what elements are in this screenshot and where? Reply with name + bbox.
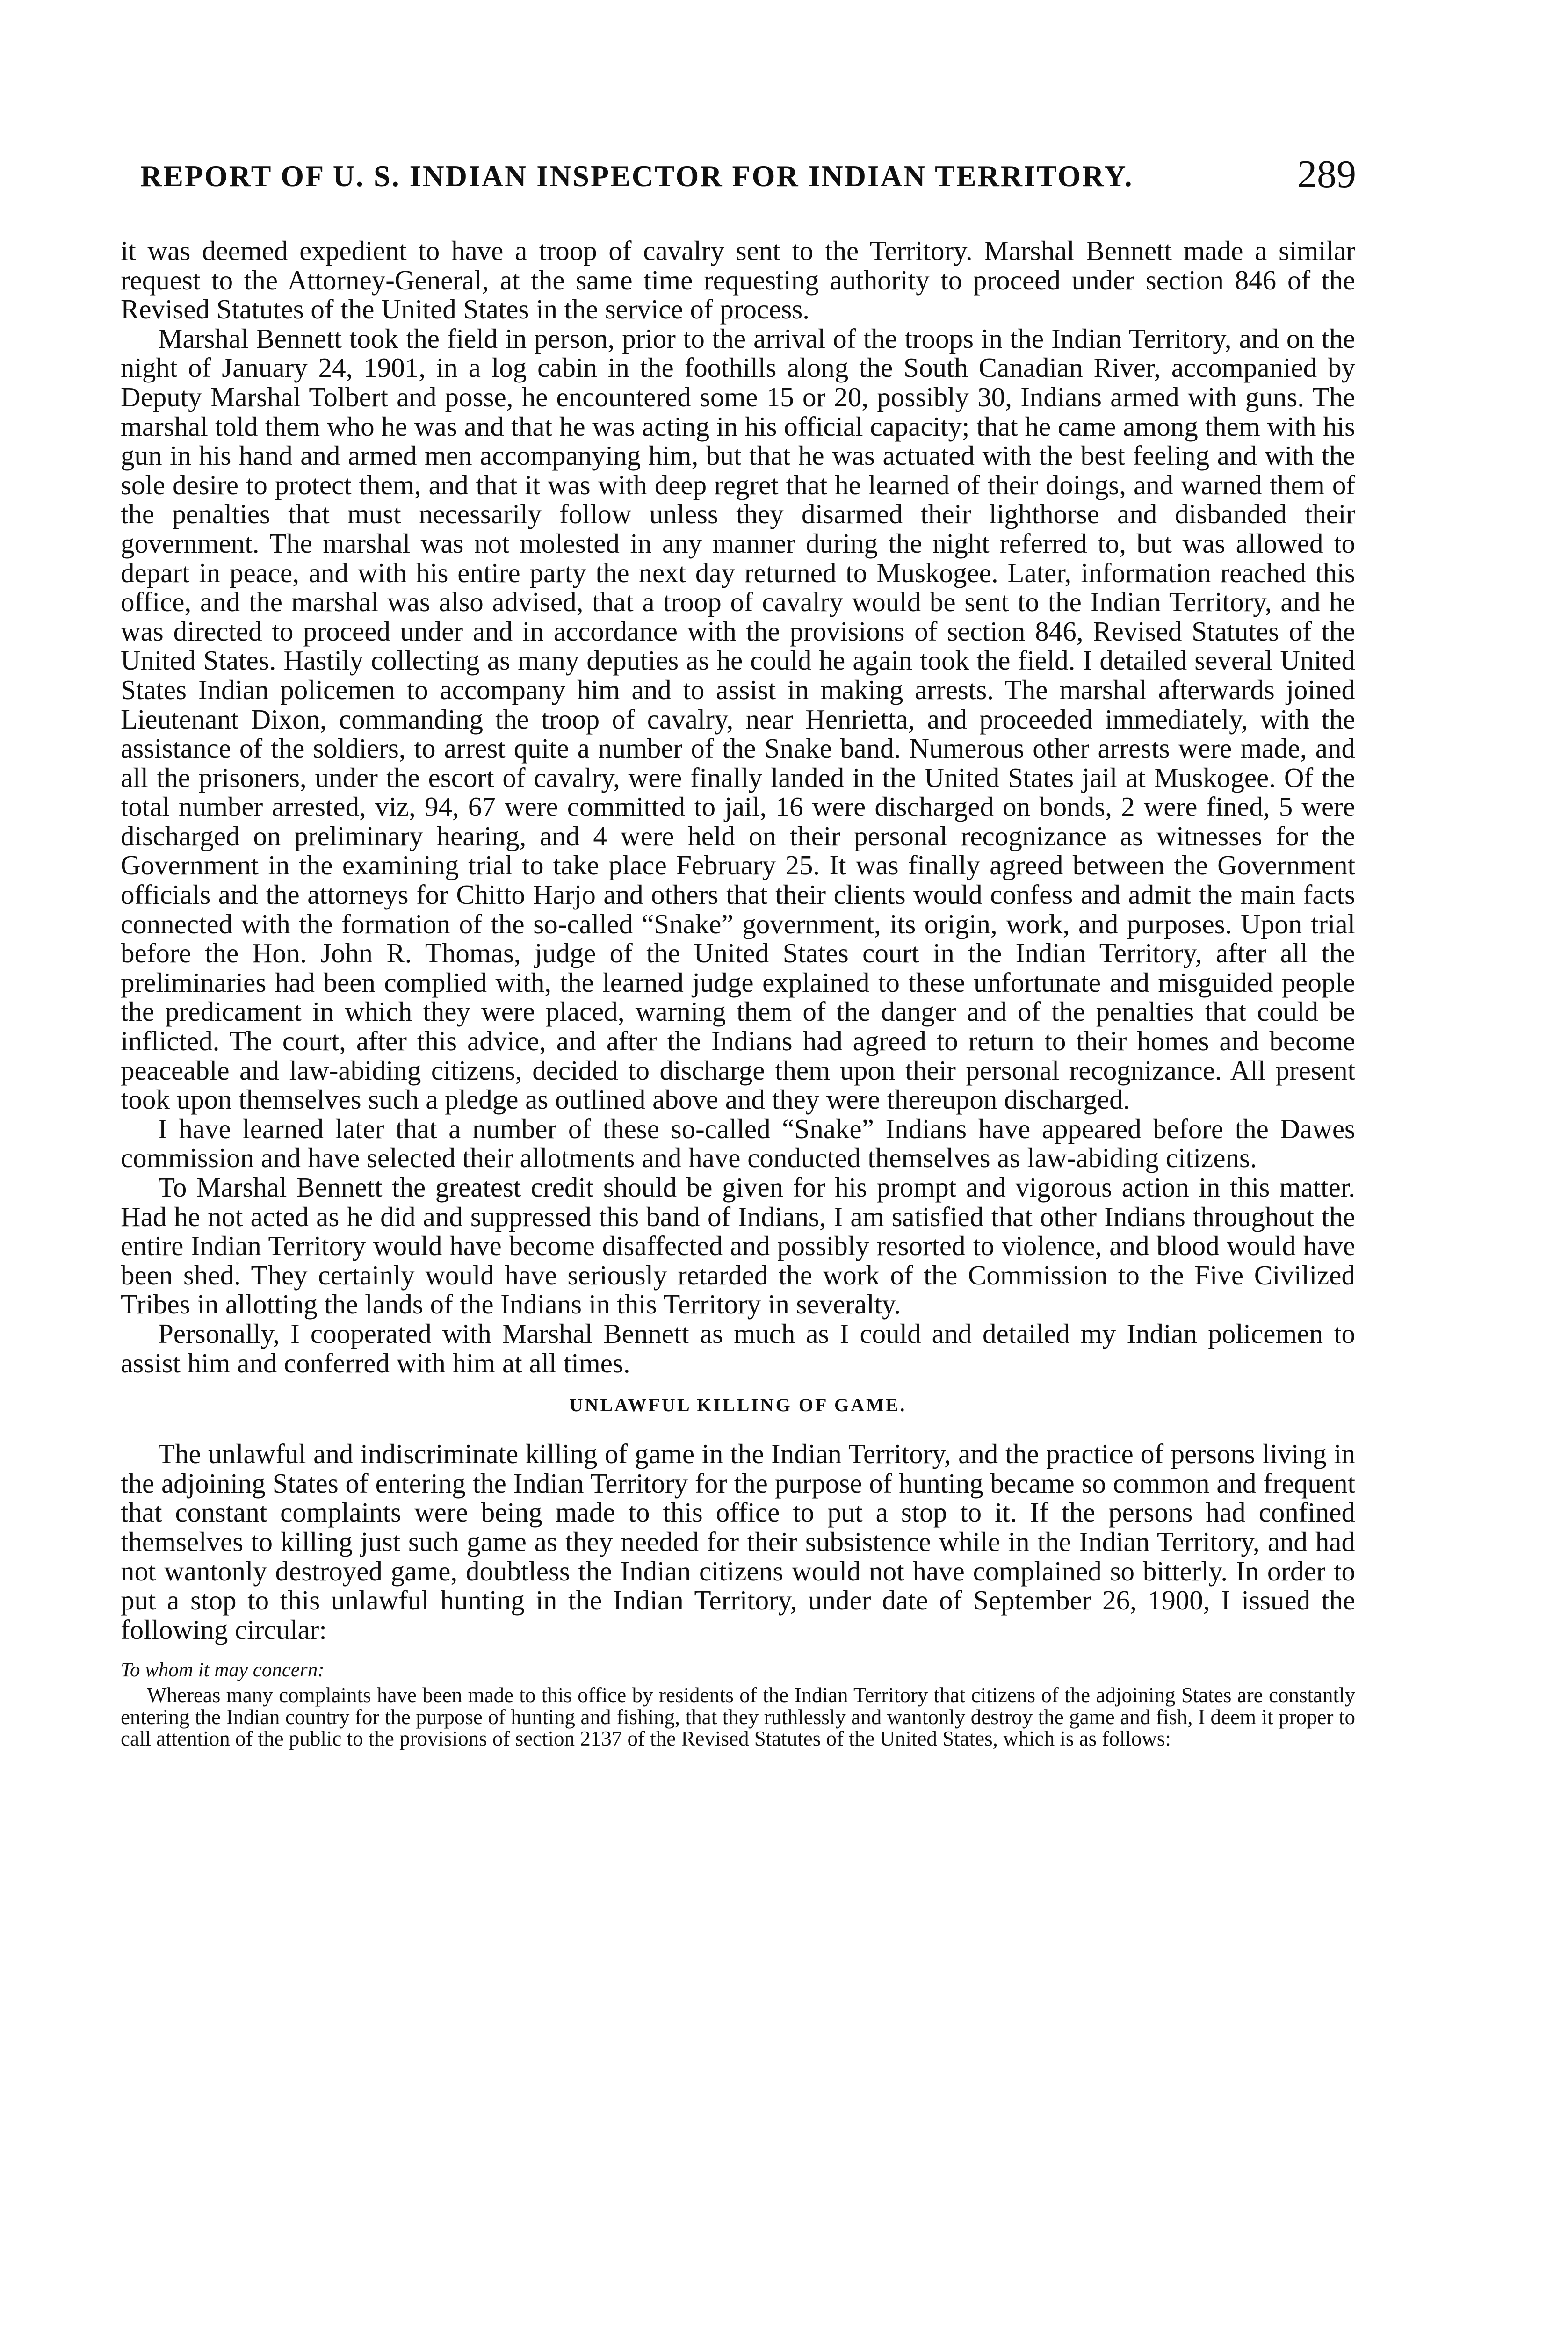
running-head: REPORT OF U. S. INDIAN INSPECTOR FOR INDIAN TERRITORY. [140,159,1134,193]
paragraph-continuation: it was deemed expedient to have a troop of cavalry sent to the Territory. Marshal Bennett made a similar request to the Attorney-General, at the same time requesting authority to proceed under section 846 of the Revised Statutes of the United States in the service of process. [121,235,1355,325]
paragraph-cooperation: Personally, I cooperated with Marshal Bennett as much as I could and detailed my Indian policemen to assist him and conferred with him at all times. [121,1318,1355,1378]
paragraph-snake-indians: I have learned later that a number of these so-called “Snake” Indians have appeared before the Dawes commission and have selected their allotments and have conducted themselves as law-abiding citizens. [121,1113,1355,1174]
paragraph-unlawful-killing: The unlawful and indiscriminate killing of game in the Indian Territory, and the practice of persons living in the adjoining States of entering the Indian Territory for the purpose of hunting became so common and frequent that constant complaints were being made to this office to put a stop to it. If the persons had confined themselves to killing just such game as they needed for their subsistence while in the Indian Territory, and had not wantonly destroyed game, doubtless the Indian citizens would not have complained so bitterly. In order to put a stop to this unlawful hunting in the Indian Territory, under date of September 26, 1900, I issued the following circular: [121,1438,1355,1645]
page-number: 289 [1297,152,1356,196]
section-heading: UNLAWFUL KILLING OF GAME. [569,1394,907,1416]
circular-text: Whereas many complaints have been made to this office by residents of the Indian Territory that citizens of the adjoining States are constantly entering the Indian country for the purpose of hunting and fishing, that they ruthlessly and wantonly destroy the game and fish, I deem it proper to call attention of the public to the provisions of section 2137 of the Revised Statutes of the United States, which is as follows: [121,1683,1355,1751]
paragraph-marshal-bennett: Marshal Bennett took the field in person, prior to the arrival of the troops in the Indian Territory, and on the night of January 24, 1901, in a log cabin in the foothills along the South Canadian River, accompanied by Deputy Marshal Tolbert and posse, he encountered some 15 or 20, possibly 30, Indians armed with guns. The marshal told them who he was and that he was acting in his official capacity; that he came among them with his gun in his hand and armed men accompanying him, but that he was actuated with the best feeling and with the sole desire to protect them, and that it was with deep regret that he learned of their doings, and warned them of the penalties that must necessarily follow unless they disarmed their lighthorse and disbanded their government. The marshal was not molested in any manner during the night referred to, but was allowed to depart in peace, and with his entire party the next day returned to Muskogee. Later, information reached this office, and the marshal was also advised, that a troop of cavalry would be sent to the Indian Territory, and he was directed to proceed under and in accordance with the provisions of section 846, Revised Statutes of the United States. Hastily collecting as many deputies as he could he again took the field. I detailed several United States Indian policemen to accompany him and to assist in making arrests. The marshal afterwards joined Lieutenant Dixon, commanding the troop of cavalry, near Henrietta, and proceeded immediately, with the assistance of the soldiers, to arrest quite a number of the Snake band. Numerous other arrests were made, and all the prisoners, under the escort of cavalry, were finally landed in the United States jail at Muskogee. Of the total number arrested, viz, 94, 67 were committed to jail, 16 were discharged on bonds, 2 were fined, 5 were discharged on preliminary hearing, and 4 were held on their personal recognizance as witnesses for the Government in the examining trial to take place February 25. It was finally agreed between the Government officials and the attorneys for Chitto Harjo and others that their clients would confess and admit the main facts connected with the formation of the so-called “Snake” government, its origin, work, and purposes. Upon trial before the Hon. John R. Thomas, judge of the United States court in the Indian Territory, after all the preliminaries had been complied with, the learned judge explained to these unfortunate and misguided people the predicament in which they were placed, warning them of the danger and of the penalties that could be inflicted. The court, after this advice, and after the Indians had agreed to return to their homes and become peaceable and law-abiding citizens, decided to discharge them upon their personal recognizance. All present took upon themselves such a pledge as outlined above and they were thereupon discharged. [121,323,1355,1115]
page-header [140,154,1356,201]
body-text [121,236,1355,1750]
paragraph-credit: To Marshal Bennett the greatest credit should be given for his prompt and vigorous action in this matter. Had he not acted as he did and suppressed this band of Indians, I am satisfied that other Indians throughout the entire Indian Territory would have become disaffected and possibly resorted to violence, and blood would have been shed. They certainly would have seriously retarded the work of the Commission to the Five Civilized Tribes in allotting the lands of the Indians in this Territory in severalty. [121,1172,1355,1320]
circular-salutation: To whom it may concern: [121,1659,325,1681]
